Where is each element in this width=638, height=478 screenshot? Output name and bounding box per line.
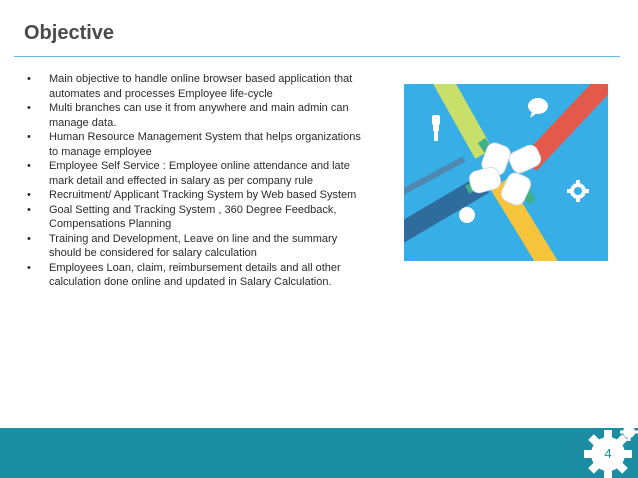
bullet-line: should be considered for salary calculation	[49, 247, 257, 259]
bullet-line: Employees Loan, claim, reimbursement details and all other	[49, 261, 341, 274]
bullet-item	[22, 188, 382, 203]
bullet-item	[22, 72, 382, 101]
bullet-line: Human Resource Management System that helps organizations	[49, 131, 361, 143]
page-number: 4	[604, 446, 612, 461]
title-divider	[14, 56, 620, 57]
bullet-line: mark detail and effected in salary as per company rule	[49, 174, 313, 187]
bullet-item	[22, 101, 382, 130]
bullet-line: calculation done online and updated in Salary Calculation.	[49, 276, 332, 288]
bullet-line: Multi branches can use it from anywhere and main admin can	[49, 102, 349, 114]
footer-bar	[0, 428, 638, 478]
bullet-line: Employee Self Service : Employee online attendance and late	[49, 160, 350, 172]
bullet-item	[22, 203, 382, 232]
bullet-line: Compensations Planning	[49, 218, 172, 230]
bullet-line: Recruitment/ Applicant Tracking System by Web based System	[49, 189, 357, 201]
teamwork-hands-icon	[404, 84, 608, 261]
bullet-line: to manage employee	[49, 145, 152, 158]
bullet-line: Training and Development, Leave on line and the summary	[49, 232, 338, 245]
bullet-line: Goal Setting and Tracking System , 360 Degree Feedback,	[49, 203, 337, 216]
bullet-line: manage data.	[49, 116, 117, 129]
bullet-item	[22, 232, 382, 261]
bullet-list	[22, 72, 382, 290]
slide-title: Objective	[24, 22, 115, 44]
bullet-line: Main objective to handle online browser based application that	[49, 73, 353, 85]
bullet-item	[22, 130, 382, 159]
bullet-item	[22, 261, 382, 290]
bullet-line: automates and processes Employee life-cycle	[49, 87, 273, 100]
bullet-item	[22, 159, 382, 188]
teamwork-illustration	[404, 84, 608, 261]
